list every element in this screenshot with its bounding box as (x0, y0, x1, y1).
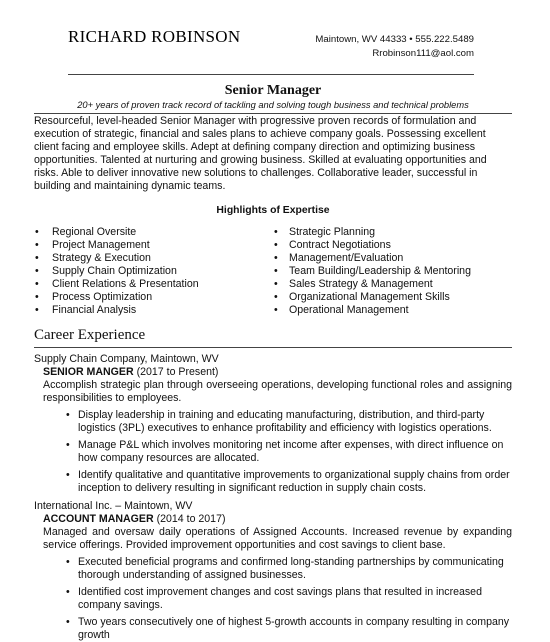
contact-info (315, 33, 474, 61)
highlights-list (34, 226, 512, 317)
location-phone: Maintown, WV 44333 • 555.222.5489 (315, 34, 474, 45)
highlight-item: • Strategy & Execution (34, 252, 273, 265)
job-entry (34, 353, 512, 495)
highlight-item: • Sales Strategy & Management (273, 278, 512, 291)
highlight-item: • Team Building/Leadership & Mentoring (273, 265, 512, 278)
highlight-item: • Regional Oversite (34, 226, 273, 239)
highlight-item: • Project Management (34, 239, 273, 252)
achievement-item: • Two years consecutively one of highest 5-growth accounts in company resulting in company growth (78, 616, 512, 642)
candidate-name: RICHARD ROBINSON (68, 27, 241, 46)
highlight-item: • Organizational Management Skills (273, 291, 512, 304)
highlight-item: • Supply Chain Optimization (34, 265, 273, 278)
role-title: ACCOUNT MANAGER (43, 513, 154, 525)
role-dates: (2014 to 2017) (153, 513, 226, 525)
achievement-item: • Display leadership in training and educating manufacturing, distribution, and third-party logistics (3PL) executives to enhance profitability and efficiency with logistics operations. (78, 409, 512, 435)
role-dates: (2017 to Present) (133, 366, 219, 378)
achievement-item: • Executed beneficial programs and confirmed long-standing partnerships by communicating thorough understanding of assigned businesses. (78, 556, 512, 582)
highlight-item: • Strategic Planning (273, 226, 512, 239)
job-title: Senior Manager (224, 83, 322, 98)
job-summary: Managed and oversaw daily operations of Assigned Accounts. Increased revenue by expanding service offerings. Provided improvement opportunities and cost savings to client base. (43, 526, 512, 551)
highlights-heading: Highlights of Expertise (216, 205, 330, 216)
job-summary: Accomplish strategic plan through overseeing operations, developing functional roles and assigning responsibilities to employees. (43, 379, 512, 404)
company-name: International Inc. – Maintown, WV (34, 500, 193, 512)
highlight-item: • Operational Management (273, 304, 512, 317)
highlight-item: • Process Optimization (34, 291, 273, 304)
job-achievements (34, 556, 512, 642)
achievement-item: • Manage P&L which involves monitoring net income after expenses, with direct influence on how company resources are allocated. (78, 439, 512, 465)
header-divider (68, 74, 474, 75)
highlights-right-column (273, 226, 512, 317)
career-heading: Career Experience (34, 327, 146, 343)
company-name: Supply Chain Company, Maintown, WV (34, 353, 219, 365)
role-title: SENIOR MANGER (43, 366, 134, 378)
career-divider (34, 347, 512, 348)
tagline: 20+ years of proven track record of tackling and solving tough business and technical problems (77, 100, 469, 110)
highlight-item: • Contract Negotiations (273, 239, 512, 252)
objective-title-block (34, 82, 512, 111)
job-entry (34, 500, 512, 642)
job-role (34, 513, 512, 526)
email: Rrobinson111@aol.com (372, 48, 474, 59)
job-role (34, 366, 512, 379)
achievement-item: • Identify qualitative and quantitative improvements to organizational supply chains from order inception to delivery resulting in significant reduction in supply chain costs. (78, 469, 512, 495)
job-achievements (34, 409, 512, 495)
resume-header (34, 0, 512, 75)
highlight-item: • Client Relations & Presentation (34, 278, 273, 291)
achievement-item: • Identified cost improvement changes and cost savings plans that resulted in increased company savings. (78, 586, 512, 612)
summary-divider (34, 113, 512, 114)
professional-summary: Resourceful, level-headed Senior Manager with progressive proven records of formulation and execution of strategic, financial and sales plans to achieve company goals. Possessing excellent client facing and employee skills. Adept at defining company direction and optimizing business opportunities. Talented at nurturing and growing business. Skilled at evaluating opportunities and risks. Able to deliver innovative new solutions to challenges. Collaborative leader, successful in building and maintaining dynamic teams. (34, 115, 487, 192)
highlight-item: • Management/Evaluation (273, 252, 512, 265)
highlight-item: • Financial Analysis (34, 304, 273, 317)
highlights-left-column (34, 226, 273, 317)
